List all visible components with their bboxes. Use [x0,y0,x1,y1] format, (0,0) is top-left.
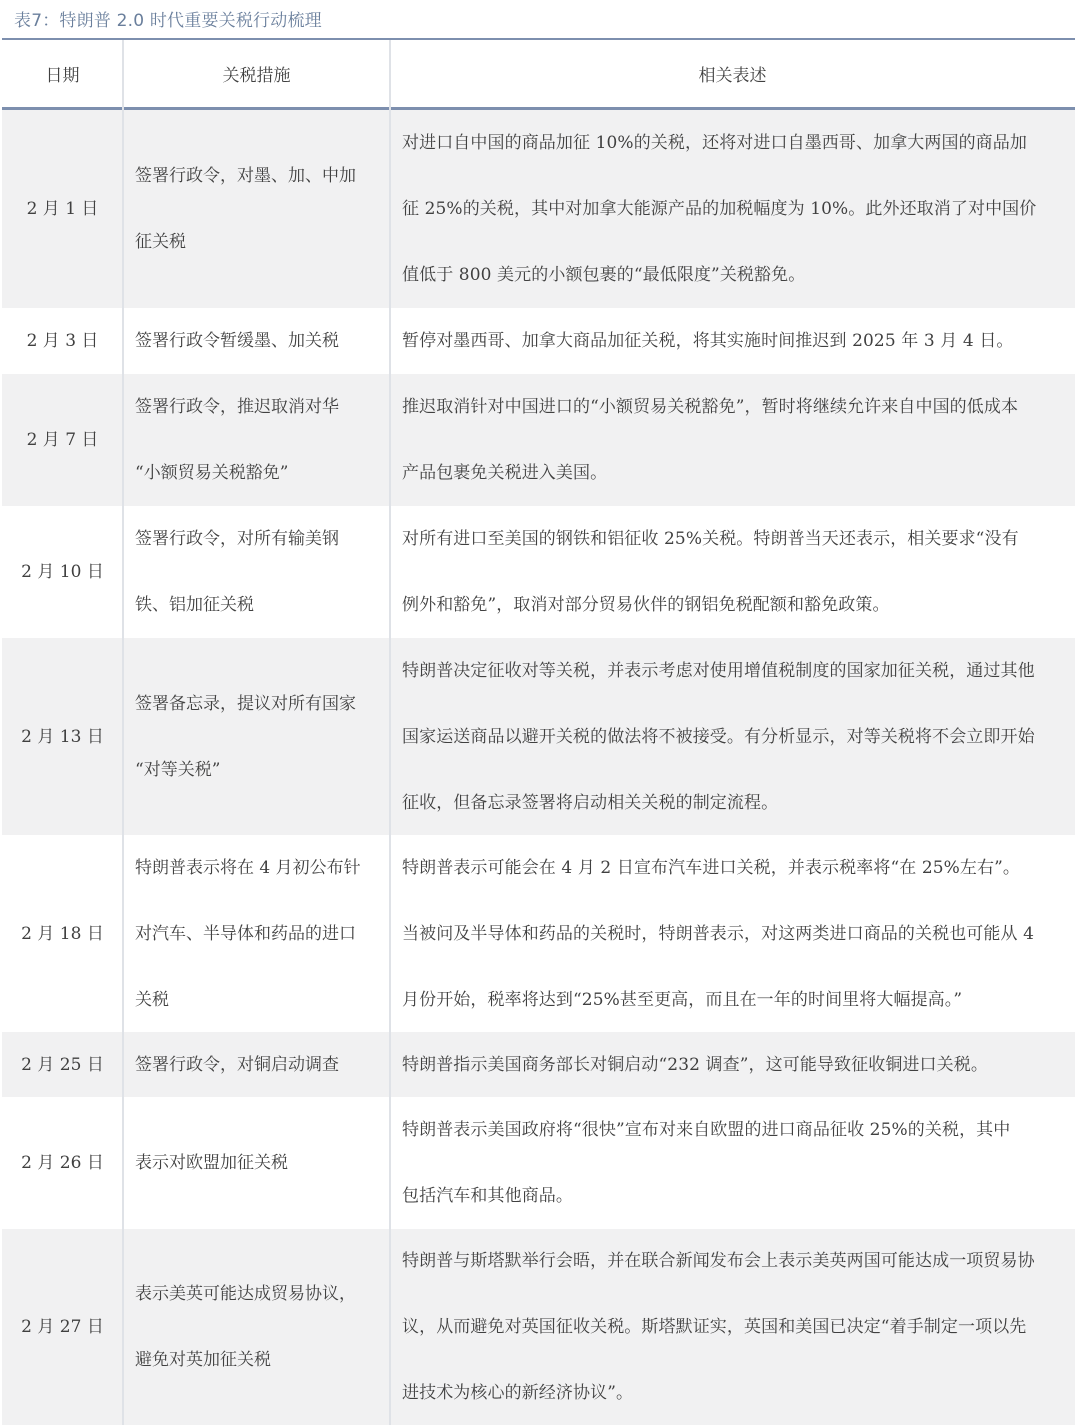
row-measure: 签署行政令，对所有输美钢 铁、铝加征关税 [135,529,339,615]
table-row [2,110,1075,308]
row-date: 2 月 27 日 [21,1317,104,1337]
row-description: 特朗普指示美国商务部长对铜启动“232 调查”，这可能导致征收铜进口关税。 [402,1054,988,1075]
row-description: 特朗普与斯塔默举行会晤，并在联合新闻发布会上表示美英两国可能达成一项贸易协 议，从而避免对英国征收关税。斯塔默证实，英国和美国已决定“着手制定一项以先 进技术为核心的新经济协议”。 [402,1251,1035,1403]
row-measure: 签署行政令暂缓墨、加关税 [135,331,339,351]
row-measure: 签署行政令，对墨、加、中加 征关税 [135,166,356,252]
header-date: 日期 [45,66,80,86]
row-measure: 签署行政令，推迟取消对华 “小额贸易关税豁免” [135,397,339,483]
table-header-row [2,40,1075,107]
row-description: 暂停对墨西哥、加拿大商品加征关税，将其实施时间推迟到 2025 年 3 月 4 日。 [402,331,1014,351]
row-date: 2 月 25 日 [21,1054,104,1075]
row-description: 对所有进口至美国的钢铁和铝征收 25%关税。特朗普当天还表示，相关要求“没有 例外和豁免”，取消对部分贸易伙伴的钢铝免税配额和豁免政策。 [402,529,1019,615]
row-description: 特朗普表示可能会在 4 月 2 日宣布汽车进口关税，并表示税率将“在 25%左右”。 当被问及半导体和药品的关税时，特朗普表示，对这两类进口商品的关税也可能从 4 月份开始，税率将达到“25%甚至更高，而且在一年的时间里将大幅提高。” [402,857,1035,1010]
table-row [2,1032,1075,1097]
header-description: 相关表述 [698,66,767,86]
row-description: 推迟取消针对中国进口的“小额贸易关税豁免”，暂时将继续允许来自中国的低成本 产品包裹免关税进入美国。 [402,397,1019,483]
row-date: 2 月 3 日 [26,331,99,351]
row-date: 2 月 26 日 [21,1153,104,1173]
row-description: 对进口自中国的商品加征 10%的关税，还将对进口自墨西哥、加拿大两国的商品加 征 25%的关税，其中对加拿大能源产品的加税幅度为 10%。此外还取消了对中国价 值低于 800 美元的小额包裹的“最低限度”关税豁免。 [402,133,1037,285]
row-description: 特朗普决定征收对等关税，并表示考虑对使用增值税制度的国家加征关税，通过其他 国家运送商品以避开关税的做法将不被接受。有分析显示，对等关税将不会立即开始 征收，但备忘录签署将启动相关关税的制定流程。 [402,660,1035,813]
table-row [2,1097,1075,1229]
column-divider [389,40,391,1425]
tariff-table [2,38,1075,1425]
table-row [2,835,1075,1032]
row-date: 2 月 13 日 [21,726,104,747]
table-row [2,1229,1075,1425]
table-caption: 表7：特朗普 2.0 时代重要关税行动梳理 [14,11,322,31]
row-measure: 签署行政令，对铜启动调查 [135,1054,339,1075]
row-date: 2 月 10 日 [21,562,104,582]
table-row [2,506,1075,638]
table-row [2,374,1075,506]
row-measure: 表示对欧盟加征关税 [135,1153,288,1173]
header-measure: 关税措施 [222,66,291,86]
table-row [2,308,1075,374]
column-divider [122,40,124,1425]
row-measure: 特朗普表示将在 4 月初公布针 对汽车、半导体和药品的进口 关税 [135,857,361,1010]
table-row [2,638,1075,835]
row-measure: 表示美英可能达成贸易协议， 避免对英加征关税 [135,1284,356,1370]
row-measure: 签署备忘录，提议对所有国家 “对等关税” [135,693,356,780]
row-description: 特朗普表示美国政府将“很快”宣布对来自欧盟的进口商品征收 25%的关税，其中 包括汽车和其他商品。 [402,1120,1011,1206]
row-date: 2 月 1 日 [26,199,99,219]
row-date: 2 月 7 日 [26,430,99,450]
row-date: 2 月 18 日 [21,923,104,944]
